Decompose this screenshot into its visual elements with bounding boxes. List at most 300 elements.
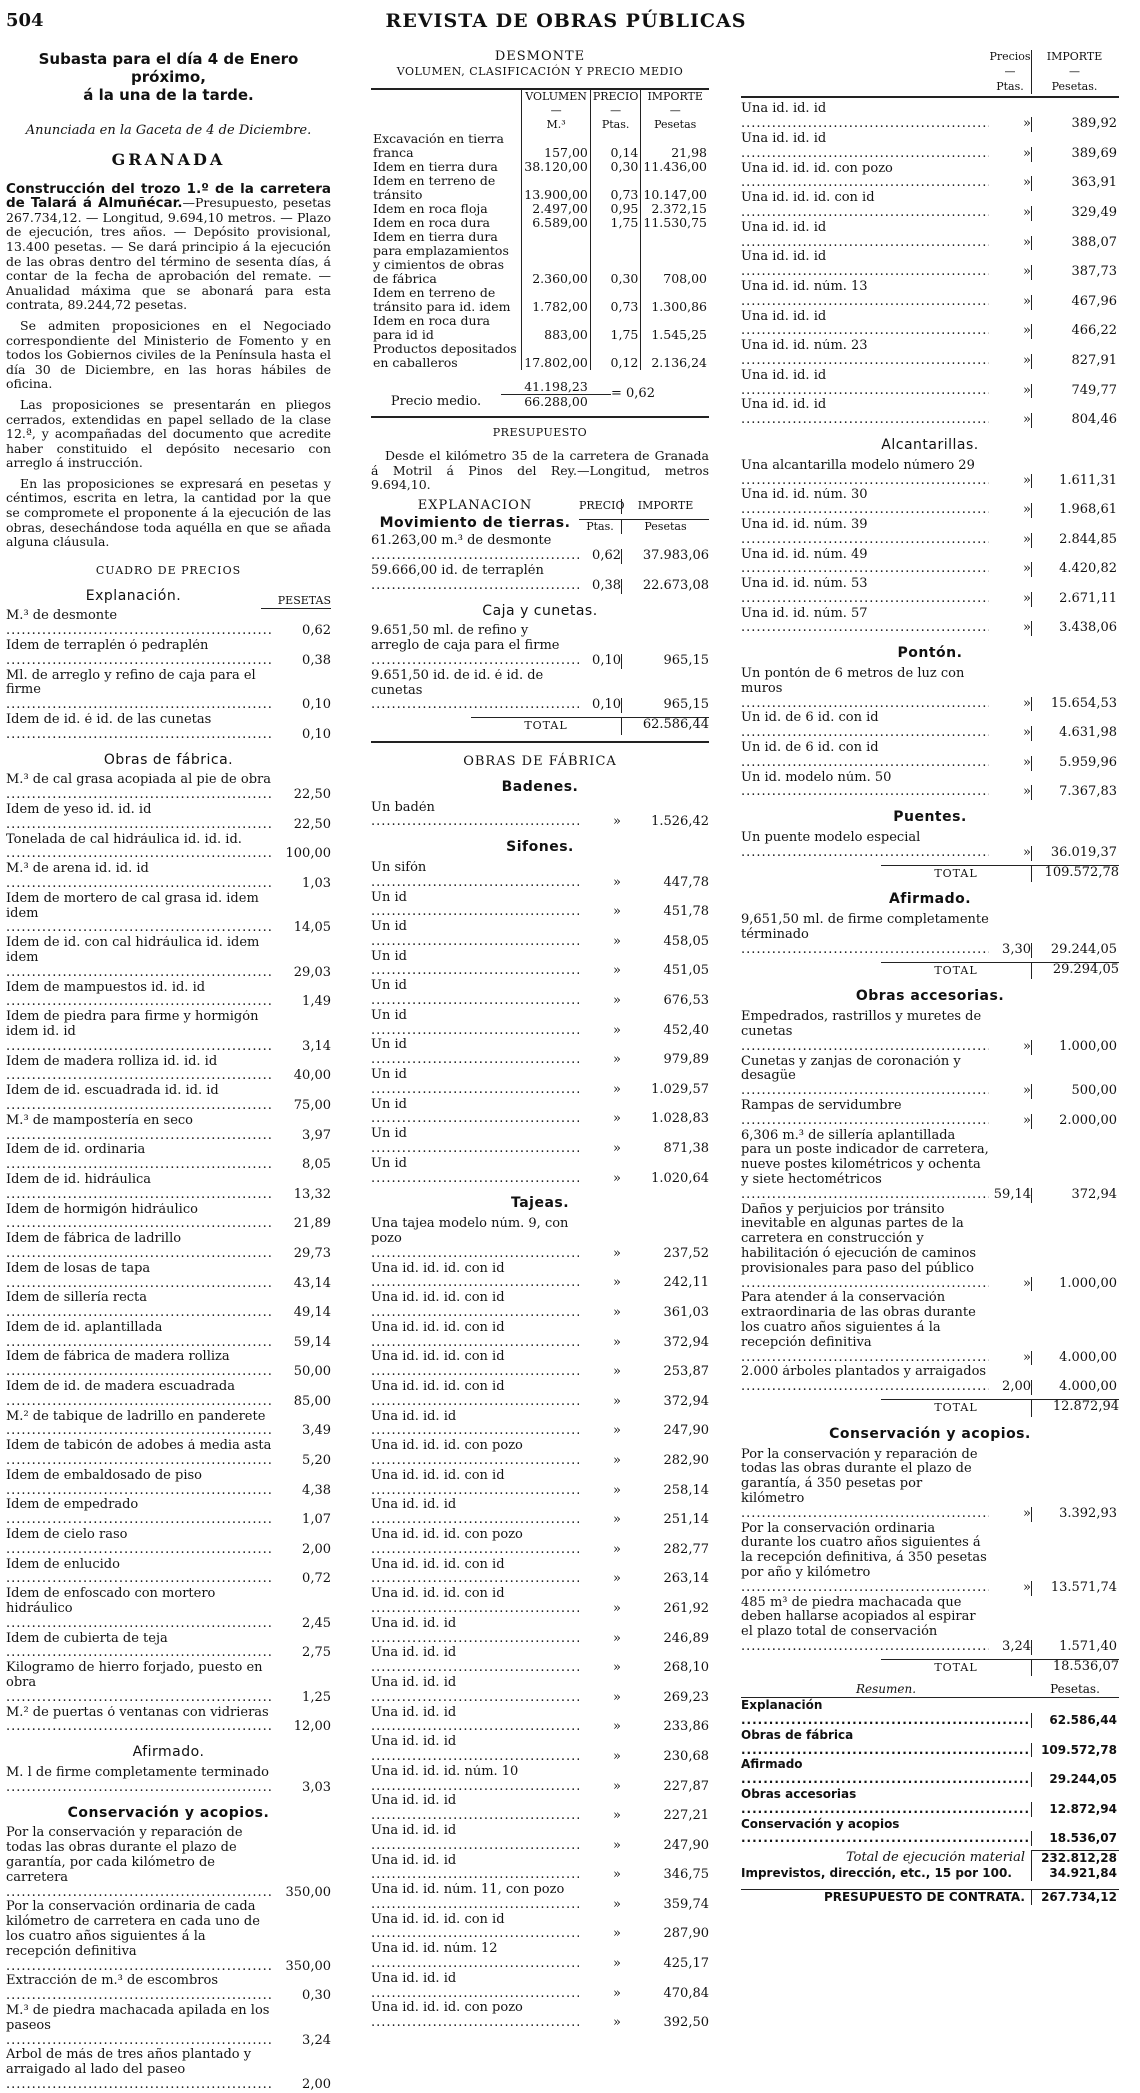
price-desc: Idem de embaldosado de piso ..... [6,1469,273,1499]
head-precio-unit: — Ptas. [590,104,641,132]
budget-import: 470,84 [663,1985,709,2001]
presupuesto-title: PRESUPUESTO [371,416,709,441]
desmonte-import: 1.300,86 [641,286,709,314]
left-column [6,50,339,2093]
price-value: 14,05 [293,920,331,936]
presupuesto-text: Desde el kilómetro 35 de la carretera de Granada á Motril á Pinos del Rey.—Longitud, metros 9.694,10. [371,447,709,493]
budget-row [741,191,1119,221]
budget-row [741,162,1119,192]
budget-row [371,1157,709,1187]
budget-desc: Un id ..... [371,1127,579,1157]
budget-row [371,1794,709,1824]
budget-import: 1.000,00 [1031,1040,1119,1055]
budget-import: 4.631,98 [1031,726,1119,741]
desmonte-import: 708,00 [641,230,709,286]
budget-row [371,2001,709,2031]
budget-row [741,771,1119,801]
budget-import: 251,14 [663,1512,709,1528]
price-desc: Idem de sillería recta ..... [6,1291,273,1321]
budget-row [741,1787,1119,1817]
price-row [6,1706,331,1736]
budget-import: 7.367,83 [1031,785,1119,800]
price-row [6,1173,331,1203]
budget-desc: Una id. id. id ..... [741,369,989,399]
desmonte-desc: Idem en terreno de tránsito [373,172,496,202]
budget-unit-price: » [613,1275,621,1291]
budget-unit-price: » [1023,1083,1031,1099]
anunciada: Anunciada en la Gaceta de 4 de Diciembre. [25,123,312,138]
budget-import: 965,15 [621,698,709,713]
price-row [6,1350,331,1380]
price-value: 0,62 [302,623,331,639]
budget-import: 22.673,08 [621,579,709,594]
price-desc: Ml. de arreglo y refino de caja para el firme ..... [6,669,273,713]
budget-row [371,1646,709,1676]
budget-import: 2.000,00 [1031,1114,1119,1129]
budget-unit-price: » [1023,620,1031,636]
budget-import: 1.028,83 [651,1111,709,1127]
price-desc: M.³ de piedra machacada apilada en los paseos ..... [6,2004,273,2048]
price-row [6,1661,331,1705]
budget-unit-price: » [613,1541,621,1557]
budget-desc: Una id. id. núm. 11, con pozo ..... [371,1883,579,1913]
total-accesorias: TOTAL 12.872,94 [741,1399,1119,1417]
price-desc: M.³ de arena id. id. id ..... [6,862,273,892]
budget-unit-price: » [1023,1349,1031,1365]
budget-row [371,950,709,980]
budget-desc: Una id. id. id ..... [371,1646,579,1676]
price-desc: Idem de losas de tapa ..... [6,1262,273,1292]
budget-row [741,1099,1119,1129]
budget-desc: Una id. id. id ..... [371,1854,579,1884]
budget-import: 467,96 [1031,295,1119,310]
precio-medio-fraction [501,380,611,411]
mov-tierras-head [371,514,709,535]
budget-unit-price: 3,30 [1002,941,1031,957]
budget-desc: Una id. id. id. con pozo ..... [371,1439,579,1469]
price-row [6,1826,331,1900]
budget-desc: Una id. id. id ..... [741,221,989,251]
budget-unit-price: » [1023,725,1031,741]
budget-desc: Una id. id. núm. 57 ..... [741,607,989,637]
price-value: 5,20 [302,1453,331,1469]
budget-import: 3.392,93 [1031,1507,1119,1522]
budget-desc: Una id. id. núm. 53 ..... [741,577,989,607]
head-importe: IMPORTE [641,89,709,104]
budget-unit-price: » [613,2015,621,2031]
budget-import: 109.572,78 [1031,1743,1119,1758]
budget-desc: Una id. id. id ..... [371,1498,579,1528]
desmonte-price: 1,75 [590,314,641,342]
budget-row [371,1291,709,1321]
desmonte-row [371,160,709,174]
price-row [6,892,331,936]
budget-desc: Una id. id. id ..... [371,1676,579,1706]
budget-row [371,1972,709,2002]
budget-import: 227,87 [663,1778,709,1794]
accesorias-title: Obras accesorias. [855,988,1005,1005]
budget-unit-price: » [1023,844,1031,860]
budget-desc: Una id. id. id ..... [371,1824,579,1854]
budget-row [741,398,1119,428]
budget-import: 5.959,96 [1031,756,1119,771]
budget-row [741,741,1119,771]
price-row [6,609,331,639]
price-desc: Idem de fábrica de ladrillo ..... [6,1232,273,1262]
budget-unit-price: 59,14 [993,1186,1031,1202]
budget-row [371,669,709,713]
price-value: 2,00 [302,1541,331,1557]
contrata-label: PRESUPUESTO DE CONTRATA. [741,1889,1031,1905]
budget-row [371,534,709,564]
budget-import: 676,53 [663,993,709,1009]
budget-import: 37.983,06 [621,549,709,564]
imprevistos-value: 34.921,84 [1031,1866,1119,1881]
resumen-pesetas: Pesetas. [1050,1682,1100,1697]
desmonte-row [371,216,709,230]
precio-medio [371,380,709,411]
price-desc: Arbol de más de tres años plantado y arraigado al lado del paseo ..... [6,2048,273,2092]
budget-desc: 6,306 m.³ de sillería aplantillada para un poste indicador de carretera, nueve postes kilométricos y ochenta y siete hectométricos ..... [741,1129,989,1203]
price-row [6,1528,331,1558]
budget-unit-price: » [613,1334,621,1350]
sifones-title: Sifones. [506,839,574,856]
price-value: 4,38 [302,1482,331,1498]
price-desc: Por la conservación ordinaria de cada kilómetro de carretera en cada uno de los cuatro años siguientes á la recepción definitiva ..... [6,1900,273,1974]
price-value: 0,38 [302,652,331,668]
price-value: 3,03 [302,1779,331,1795]
budget-desc: Obras de fábrica ..... [741,1728,1031,1758]
budget-row [371,979,709,1009]
budget-unit-price: » [1023,323,1031,339]
budget-unit-price: » [613,1956,621,1972]
budget-desc: Una id. id. id. con id ..... [371,1913,579,1943]
budget-import: 1.571,40 [1031,1640,1119,1655]
explanacion-head [371,499,709,514]
price-value: 3,24 [302,2032,331,2048]
budget-desc: Para atender á la conservación extraordinaria de las obras durante los cuatro años siguientes á la recepción definitiva ..... [741,1291,989,1365]
budget-import: 242,11 [663,1275,709,1291]
price-desc: M.³ de desmonte ..... [6,609,273,639]
price-desc: Idem de id. ordinaria ..... [6,1143,273,1173]
price-value: 13,32 [293,1186,331,1202]
budget-unit-price: 2,00 [1002,1379,1031,1395]
budget-unit-price: » [613,1985,621,2001]
budget-unit-price: » [613,1111,621,1127]
price-row [6,2048,331,2092]
budget-unit-price: » [613,814,621,830]
alcantarillas-title: Alcantarillas. [881,436,979,453]
desmonte-price: 0,73 [590,174,641,202]
budget-import: 1.611,31 [1031,474,1119,489]
budget-import: 359,74 [663,1896,709,1912]
budget-desc: Una id. id. id. con id ..... [371,1291,579,1321]
price-value: 3,49 [302,1423,331,1439]
desmonte-volume: 13.900,00 [522,174,591,202]
budget-row [371,1498,709,1528]
tajeas-title: Tajeas. [510,1195,570,1212]
budget-row [371,1217,709,1261]
budget-import: 253,87 [663,1364,709,1380]
budget-desc: Por la conservación y reparación de todas las obras durante el plazo de garantía, á 350 pesetas por kilómetro ..... [741,1448,989,1522]
budget-row [371,1824,709,1854]
budget-row [741,518,1119,548]
price-desc: Idem de empedrado ..... [6,1498,273,1528]
budget-import: 4.000,00 [1031,1380,1119,1395]
budget-import: 372,94 [663,1334,709,1350]
price-desc: Kilogramo de hierro forjado, puesto en obra ..... [6,1661,273,1705]
budget-unit-price: » [1023,1038,1031,1054]
budget-row [741,548,1119,578]
budget-desc: Una id. id. id. con id ..... [371,1350,579,1380]
budget-unit-price: » [1023,502,1031,518]
budget-desc: Una id. id. id ..... [741,132,989,162]
budget-desc: Una id. id. id. con id ..... [371,1321,579,1351]
budget-unit-price: » [613,1867,621,1883]
budget-row [371,1439,709,1469]
price-value: 85,00 [293,1393,331,1409]
budget-import: 247,90 [663,1423,709,1439]
budget-row [371,1262,709,1292]
budget-desc: Una id. id. id. con pozo ..... [741,162,989,192]
budget-unit-price: » [613,993,621,1009]
budget-desc: Un id ..... [371,1038,579,1068]
cuadro-title: CUADRO DE PRECIOS [95,563,242,577]
price-value: 75,00 [293,1097,331,1113]
price-desc: Idem de mampuestos id. id. id ..... [6,981,273,1011]
price-row [6,1114,331,1144]
price-value: 29,73 [293,1245,331,1261]
desmonte-import: 2.372,15 [641,202,709,216]
budget-desc: Una id. id. id ..... [371,1706,579,1736]
contrata-value: 267.734,12 [1031,1889,1119,1905]
desmonte-volume: 6.589,00 [522,216,591,230]
price-desc: Idem de cubierta de teja ..... [6,1632,273,1662]
desmonte-desc: Productos depositados en caballeros [373,340,517,370]
price-value: 350,00 [285,1958,331,1974]
price-row [6,2004,331,2048]
budget-import: 1.526,42 [651,814,709,830]
price-desc: M.³ de cal grasa acopiada al pie de obra ..... [6,773,273,803]
right-column [719,50,1119,2093]
price-row [6,1321,331,1351]
budget-desc: Un id ..... [371,1009,579,1039]
price-value: 1,07 [302,1512,331,1528]
budget-unit-price: » [613,874,621,890]
budget-row [371,1321,709,1351]
budget-row [371,1883,709,1913]
budget-unit-price: » [1023,234,1031,250]
desmonte-desc: Idem en roca dura para id id [373,312,490,342]
budget-unit-price: » [613,1719,621,1735]
budget-row [741,1291,1119,1365]
price-value: 3,97 [302,1127,331,1143]
budget-row [741,488,1119,518]
price-row [6,1380,331,1410]
budget-unit-price: » [613,1170,621,1186]
ponton-title: Pontón. [897,645,963,662]
budget-row [741,1728,1119,1758]
price-desc: Idem de terraplén ó pedraplén ..... [6,639,273,669]
budget-row [371,1469,709,1499]
budget-unit-price: 3,24 [1002,1638,1031,1654]
price-desc: Idem de id. é id. de las cunetas ..... [6,713,273,743]
budget-row [371,1127,709,1157]
price-desc: M. l de firme completamente terminado ..... [6,1766,273,1796]
budget-row [741,339,1119,369]
budget-row [741,1817,1119,1847]
budget-row [371,1038,709,1068]
budget-import: 500,00 [1031,1084,1119,1099]
conservacion-title: Conservación y acopios. [829,1425,1031,1442]
paragraph-4: En las proposiciones se expresará en pesetas y céntimos, escrita en letra, la cantidad por la que se compromete el proponente á la ejecución de las obras, desechándose toda aquélla en que se añada alguna cláusula. [6,475,331,550]
budget-import: 227,21 [663,1808,709,1824]
budget-unit-price: » [613,904,621,920]
budget-desc: 59.666,00 id. de terraplén ..... [371,564,579,594]
precio-medio-value: = 0,62 [611,386,655,402]
province-title: GRANADA [111,149,226,169]
price-value: 22,50 [293,787,331,803]
budget-import: 12.872,94 [1031,1802,1119,1817]
caja-title: Caja y cunetas. [482,602,598,619]
desmonte-volume: 157,00 [522,132,591,160]
budget-unit-price: 0,62 [592,548,621,564]
budget-unit-price: » [1023,472,1031,488]
desmonte-subtitle: VOLUMEN, CLASIFICACIÓN Y PRECIO MEDIO [396,64,684,78]
middle-column [339,50,719,2093]
head-precio: PRECIO [590,89,641,104]
budget-desc: Un id ..... [371,979,579,1009]
budget-unit-price: » [1023,264,1031,280]
price-row [6,1055,331,1085]
budget-import: 425,17 [663,1956,709,1972]
price-row [6,862,331,892]
budget-unit-price: » [1023,412,1031,428]
budget-unit-price: » [613,1364,621,1380]
total-fabrica: TOTAL 109.572,78 [741,865,1119,883]
subasta-line-1: Subasta para el día 4 de Enero próximo, [38,50,299,86]
total-material-value: 232.812,28 [1031,1850,1119,1866]
total-material-row [741,1850,1119,1866]
budget-row [741,1596,1119,1655]
desmonte-desc: Idem en roca floja [373,200,488,216]
budget-import: 4.000,00 [1031,1351,1119,1366]
budget-row [371,1350,709,1380]
resumen-title: Resumen. [855,1682,917,1697]
total-afirmado: TOTAL 29.294,05 [741,962,1119,980]
price-value: 2,45 [302,1615,331,1631]
budget-desc: Una id. id. id ..... [371,1794,579,1824]
desmonte-price: 0,30 [590,230,641,286]
desmonte-row [371,174,709,202]
budget-unit-price: » [1023,116,1031,132]
budget-row [741,221,1119,251]
budget-row [371,1098,709,1128]
budget-import: 361,03 [663,1305,709,1321]
desmonte-price: 1,75 [590,216,641,230]
budget-desc: Una id. id. id ..... [371,1617,579,1647]
price-desc: Idem de fábrica de madera rolliza ..... [6,1350,273,1380]
budget-unit-price: » [1023,1275,1031,1291]
pesetas-head: Pesetas [621,519,709,535]
budget-import: 1.968,61 [1031,503,1119,518]
price-row [6,1084,331,1114]
desmonte-import: 2.136,24 [641,342,709,370]
budget-desc: Una id. id. id. con pozo ..... [371,2001,579,2031]
budget-row [371,564,709,594]
price-desc: Idem de id. aplantillada ..... [6,1321,273,1351]
total-conservacion: TOTAL 18.536,07 [741,1659,1119,1677]
budget-import: 965,15 [621,654,709,669]
budget-import: 827,91 [1031,354,1119,369]
budget-unit-price: » [613,1423,621,1439]
budget-unit-price: 0,38 [592,577,621,593]
desmonte-import: 1.545,25 [641,314,709,342]
budget-import: 282,90 [663,1452,709,1468]
budget-desc: Una id. id. id ..... [741,398,989,428]
price-value: 49,14 [293,1305,331,1321]
importe-col-head: IMPORTE [621,499,709,514]
total-explanacion: TOTAL 62.586,44 [371,717,709,735]
budget-desc: Una id. id. id ..... [741,102,989,132]
budget-unit-price: » [613,1482,621,1498]
imprevistos-row [741,1866,1119,1881]
intro-text: —Presupuesto, pesetas 267.734,12. — Longitud, 9.694,10 metros. — Plazo de ejecución, tres años. — Depósito provisional, 13.400 pesetas. — Se dará principio á la ejecución de las obras dentro del término de sesenta días, á contar de la fecha de aprobación del remate. — Anualidad máxima que se abonará para esta contrata, 89.244,72 pesetas. [6,195,332,313]
price-value: 43,14 [293,1275,331,1291]
price-desc: M.² de tabique de ladrillo en panderete ..... [6,1410,273,1440]
budget-unit-price: » [1023,382,1031,398]
budget-unit-price: » [613,1512,621,1528]
budget-row [371,861,709,891]
price-desc: Idem de tabicón de adobes á media asta ..... [6,1439,273,1469]
budget-row [741,310,1119,340]
budget-desc: Una id. id. id ..... [741,250,989,280]
budget-row [371,1735,709,1765]
price-value: 59,14 [293,1334,331,1350]
intro-paragraph [6,182,331,313]
price-row [6,1766,331,1796]
price-row [6,1587,331,1631]
budget-row [741,280,1119,310]
budget-desc: Una alcantarilla modelo número 29 ..... [741,459,989,489]
budget-unit-price: » [1023,293,1031,309]
desmonte-import: 11.436,00 [641,160,709,174]
desmonte-volume: 2.360,00 [522,230,591,286]
budget-desc: Una id. id. id. con id ..... [371,1262,579,1292]
budget-unit-price: » [1023,175,1031,191]
price-row [6,1232,331,1262]
budget-desc: Un badén ..... [371,801,579,831]
price-value: 40,00 [293,1068,331,1084]
price-desc: Idem de id. con cal hidráulica id. idem idem ..... [6,936,273,980]
budget-row [741,577,1119,607]
subasta-line-2: á la una de la tarde. [83,86,254,104]
budget-row [371,1942,709,1972]
budget-import: 447,78 [663,874,709,890]
section-head-row [6,579,331,610]
budget-row [741,459,1119,489]
budget-unit-price: » [1023,1505,1031,1521]
budget-row [371,1854,709,1884]
budget-import: 329,49 [1031,206,1119,221]
budget-desc: Un id ..... [371,1098,579,1128]
budget-row [741,913,1119,957]
budget-unit-price: » [613,1837,621,1853]
price-row [6,669,331,713]
price-value: 2,75 [302,1645,331,1661]
desmonte-volume: 17.802,00 [522,342,591,370]
budget-row [741,1448,1119,1522]
